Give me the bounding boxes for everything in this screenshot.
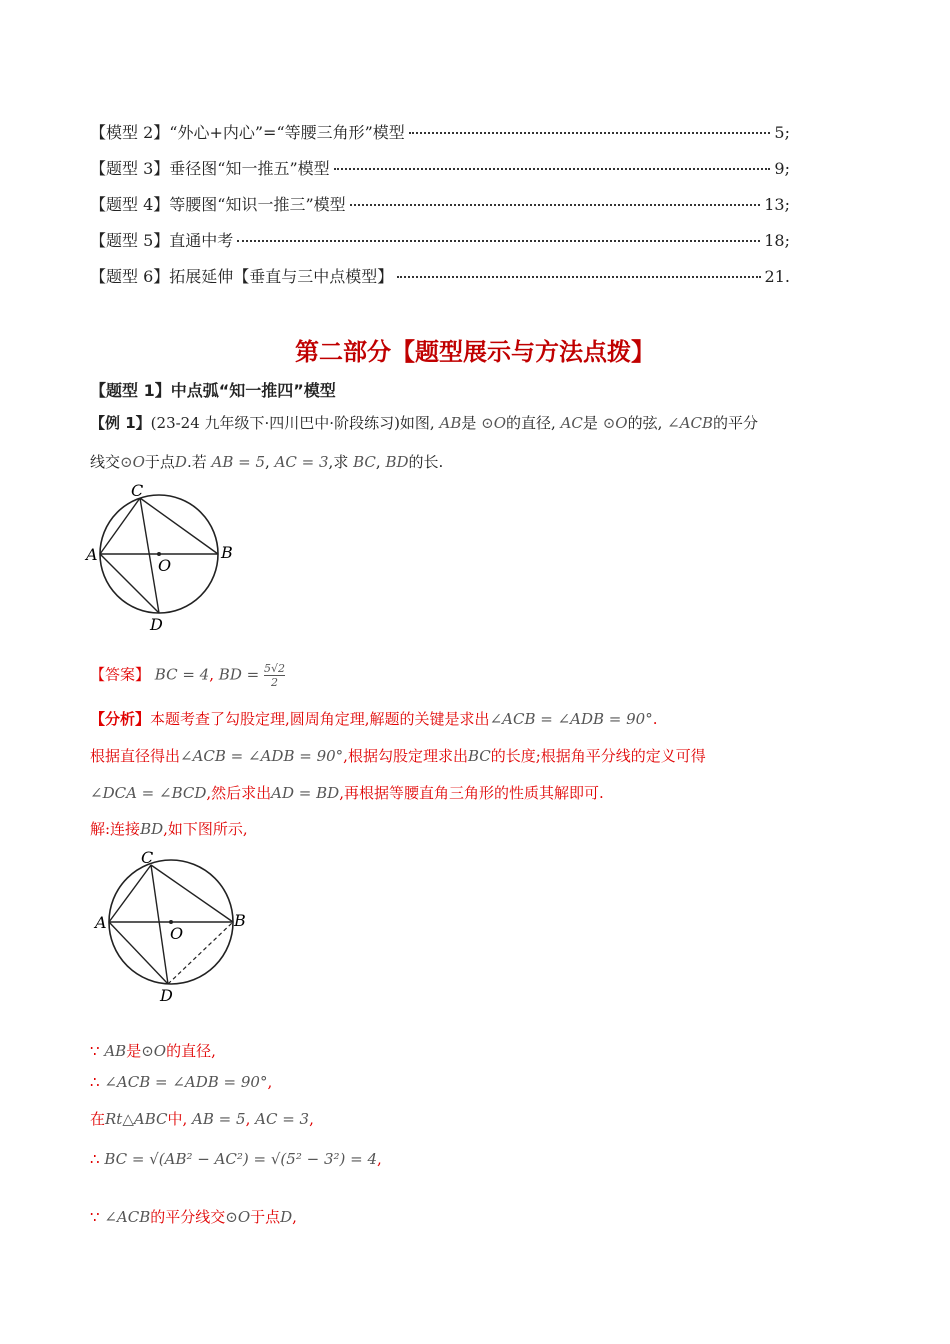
- text: 中,: [167, 1110, 188, 1128]
- text: 的平分线交: [150, 1208, 226, 1226]
- math-text: D: [280, 1208, 293, 1226]
- text: .: [652, 710, 658, 728]
- text: 的直径,: [166, 1042, 216, 1060]
- math-text: D: [174, 453, 187, 471]
- text: 根据直径得出: [90, 747, 181, 765]
- math-text: ∠ACB: [667, 414, 714, 432]
- circle-figure-2: [88, 845, 263, 1005]
- chord-cd: [140, 498, 159, 613]
- math-text: BD: [385, 453, 409, 471]
- toc-entry[interactable]: [90, 264, 790, 287]
- analysis-line-3: [90, 782, 604, 803]
- text: 是: [126, 1042, 142, 1060]
- label-c: C: [131, 481, 144, 500]
- label-b: B: [234, 911, 246, 930]
- analysis-line-1: [90, 708, 658, 729]
- toc-page: 21.: [764, 267, 790, 286]
- toc-entry[interactable]: [90, 156, 790, 179]
- chord-cd: [151, 865, 168, 984]
- math-text: AB = 5: [192, 1110, 246, 1128]
- math-text: ∠ACB = ∠ADB = 90°: [180, 747, 344, 765]
- chord-cb: [151, 865, 233, 922]
- text: 的平分: [713, 414, 759, 432]
- math-text: BC: [353, 453, 376, 471]
- toc-leader-dots: [334, 168, 771, 170]
- section-title: 第二部分【题型展示与方法点拨】: [295, 338, 655, 366]
- toc-page: 13;: [764, 195, 790, 214]
- label-o: O: [158, 556, 172, 575]
- text: 本题考查了勾股定理,圆周角定理,解题的关键是求出: [150, 710, 490, 728]
- toc-label: 【题型 3】垂径图“知一推五”模型: [90, 159, 330, 178]
- text: 线交: [90, 453, 121, 471]
- circle-figure-1: [80, 478, 250, 638]
- toc-leader-dots: [397, 276, 760, 278]
- text: 的直径,: [506, 414, 556, 432]
- toc-label: 【题型 4】等腰图“知识一推三”模型: [90, 195, 346, 214]
- toc-entry[interactable]: [90, 192, 790, 215]
- label-a: A: [95, 913, 107, 932]
- chord-ac: [100, 498, 140, 554]
- answer-line: [90, 662, 285, 689]
- text: ,: [267, 1073, 273, 1091]
- solution-step-4: [90, 1150, 382, 1168]
- label-c: C: [141, 848, 154, 867]
- therefore-symbol: ∴: [90, 1073, 100, 1091]
- text: ,: [265, 453, 270, 471]
- math-text: ∠DCA = ∠BCD: [90, 784, 207, 802]
- toc-leader-dots: [237, 240, 760, 242]
- because-symbol: ∵: [90, 1042, 100, 1060]
- math-text: AC = 3: [274, 453, 329, 471]
- math-text: Rt△ABC: [105, 1110, 168, 1128]
- math-text: BD: [140, 820, 164, 838]
- toc-entry[interactable]: [90, 120, 790, 143]
- text: ,: [377, 1150, 382, 1168]
- question-type-heading: 【题型 1】中点弧“知一推四”模型: [90, 381, 336, 400]
- therefore-symbol: ∴: [90, 1150, 100, 1168]
- solution-step-1: [90, 1040, 216, 1061]
- toc-label: 【题型 6】拓展延伸【垂直与三中点模型】: [90, 267, 394, 286]
- text: 是: [461, 414, 477, 432]
- math-text: AB: [439, 414, 462, 432]
- text: 于点: [144, 453, 175, 471]
- math-text: BC = √(AB² − AC²) = √(5² − 3²) = 4: [104, 1150, 378, 1168]
- text: ,根据勾股定理求出: [343, 747, 468, 765]
- solution-step-3: [90, 1108, 314, 1129]
- example-line-1: [90, 412, 758, 433]
- fraction-numerator: 5√2: [263, 662, 285, 675]
- answer-bc: BC = 4: [154, 665, 210, 684]
- example-source: (23-24 九年级下·四川巴中·阶段练习)如图,: [150, 414, 435, 432]
- text: 解:连接: [90, 820, 141, 838]
- toc-entry[interactable]: [90, 228, 790, 251]
- toc-page: 18;: [764, 231, 790, 250]
- math-text: ∠ACB = ∠ADB = 90°: [104, 1073, 268, 1091]
- fraction-denominator: 2: [270, 676, 278, 689]
- math-text: ⊙O: [120, 453, 145, 471]
- text: ,再根据等腰直角三角形的性质其解即可.: [339, 784, 604, 802]
- toc-label: 【题型 5】直通中考: [90, 231, 234, 250]
- toc-page: 5;: [774, 123, 790, 142]
- toc-leader-dots: [350, 204, 761, 206]
- math-text: ⊙O: [481, 414, 507, 432]
- text: ,然后求出: [206, 784, 272, 802]
- text: 于点: [250, 1208, 281, 1226]
- example-line-2: [90, 451, 443, 472]
- math-text: AC = 3: [255, 1110, 310, 1128]
- math-text: AB = 5: [211, 453, 266, 471]
- text: 在: [90, 1110, 106, 1128]
- text: ,: [309, 1110, 314, 1128]
- math-text: AD = BD: [271, 784, 340, 802]
- solution-step-2: [90, 1073, 272, 1091]
- toc-label: 【模型 2】“外心+内心”=“等腰三角形”模型: [90, 123, 405, 142]
- math-text: AB: [104, 1042, 127, 1060]
- math-text: ⊙O: [225, 1208, 251, 1226]
- label-a: A: [86, 545, 98, 564]
- solution-step-5: [90, 1206, 297, 1227]
- label-b: B: [221, 543, 233, 562]
- answer-label: 【答案】: [90, 665, 151, 684]
- text: 是: [582, 414, 598, 432]
- math-text: ∠ACB = ∠ADB = 90°: [489, 710, 653, 728]
- text: ,: [292, 1208, 297, 1226]
- label-d: D: [160, 986, 173, 1005]
- text: ,: [245, 1110, 251, 1128]
- label-d: D: [150, 615, 163, 634]
- example-label: 【例 1】: [90, 414, 151, 432]
- label-o: O: [170, 924, 184, 943]
- math-text: ∠ACB: [104, 1208, 151, 1226]
- answer-bd: BD =: [218, 665, 260, 684]
- text: ,如下图所示,: [163, 820, 248, 838]
- because-symbol: ∵: [90, 1208, 100, 1226]
- analysis-line-4: [90, 818, 248, 839]
- analysis-line-2: [90, 745, 706, 766]
- text: 的弦,: [627, 414, 663, 432]
- toc-leader-dots: [409, 132, 771, 134]
- chord-cb: [140, 498, 218, 554]
- text: ,求: [328, 453, 349, 471]
- math-text: AC: [560, 414, 583, 432]
- math-text: BC: [467, 747, 491, 765]
- math-text: ⊙O: [141, 1042, 167, 1060]
- analysis-label: 【分析】: [90, 710, 151, 728]
- toc-page: 9;: [774, 159, 790, 178]
- text: ,: [375, 453, 381, 471]
- math-text: ⊙O: [602, 414, 628, 432]
- answer-fraction: [264, 662, 285, 689]
- text: 的长度;根据角平分线的定义可得: [490, 747, 706, 765]
- text: .若: [186, 453, 207, 471]
- text: 的长.: [408, 453, 444, 471]
- text: ,: [209, 665, 215, 684]
